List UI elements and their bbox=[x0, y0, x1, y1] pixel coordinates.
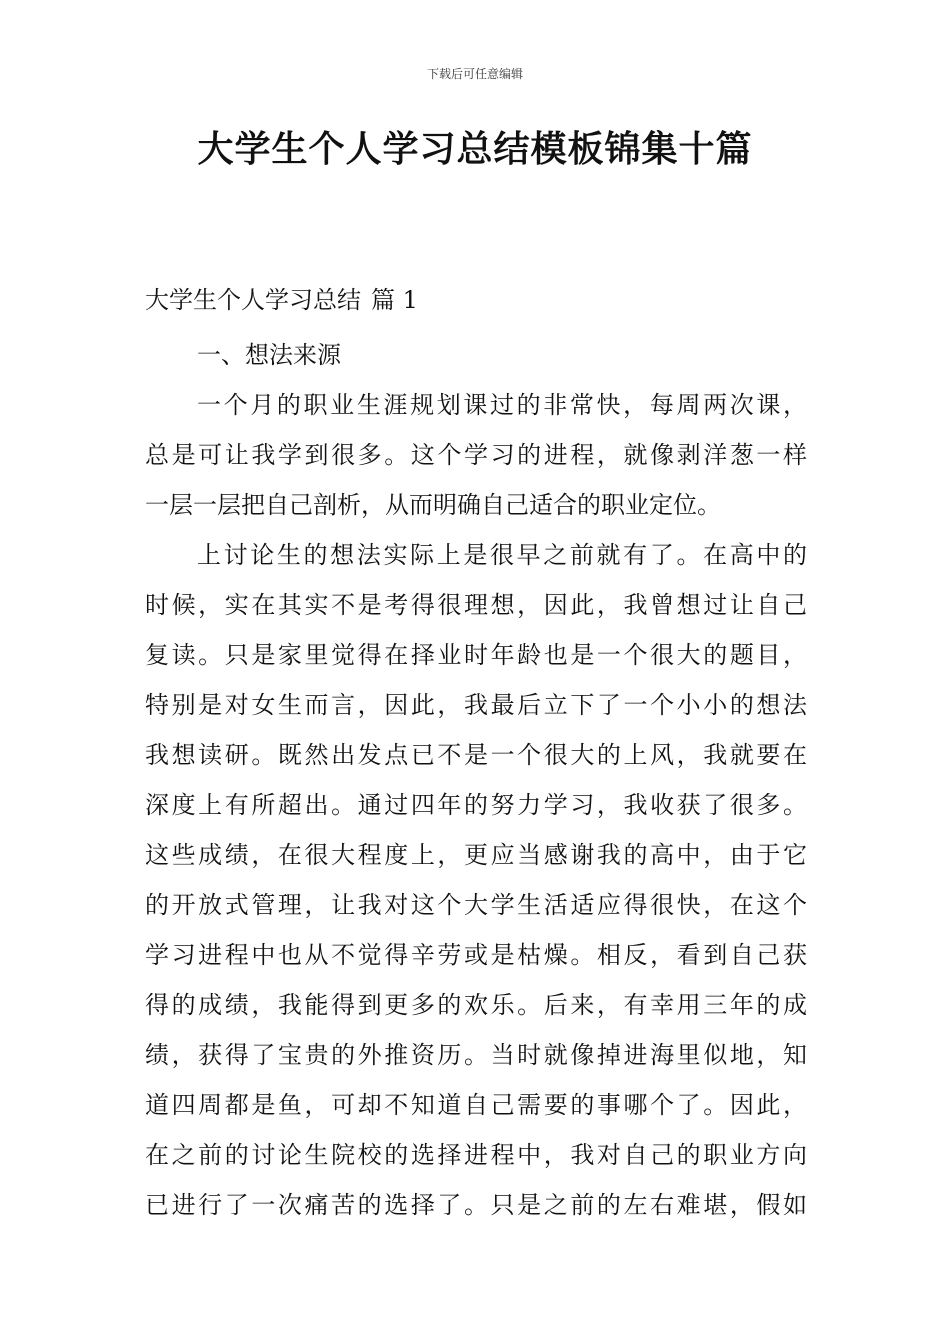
paragraph-line: 得的成绩，我能得到更多的欢乐。后来，有幸用三年的成 bbox=[145, 991, 807, 1019]
page-header-note: 下载后可任意编辑 bbox=[426, 67, 523, 81]
paragraph-line: 学习进程中也从不觉得辛劳或是枯燥。相反，看到自己获 bbox=[145, 941, 807, 969]
paragraph-line: 一层一层把自己剖析，从而明确自己适合的职业定位。 bbox=[145, 491, 721, 519]
paragraph-line: 一个月的职业生涯规划课过的非常快，每周两次课， bbox=[197, 391, 807, 419]
paragraph-line: 绩，获得了宝贵的外推资历。当时就像掉进海里似地，知 bbox=[145, 1041, 807, 1069]
paragraph-line: 在之前的讨论生院校的选择进程中，我对自己的职业方向 bbox=[145, 1141, 807, 1169]
paragraph-2 bbox=[145, 530, 807, 1230]
paragraph-line: 特别是对女生而言，因此，我最后立下了一个小小的想法 bbox=[145, 691, 807, 719]
section-number: 篇 1 bbox=[371, 286, 418, 314]
document-body bbox=[145, 330, 807, 1230]
section-heading-text: 大学生个人学习总结 bbox=[145, 286, 361, 314]
paragraph-line: 深度上有所超出。通过四年的努力学习，我收获了很多。 bbox=[145, 791, 807, 819]
paragraph-line: 的开放式管理，让我对这个大学生活适应得很快，在这个 bbox=[145, 891, 807, 919]
paragraph-line: 我想读研。既然出发点已不是一个很大的上风，我就要在 bbox=[145, 741, 807, 769]
paragraph-line: 道四周都是鱼，可却不知道自己需要的事哪个了。因此， bbox=[145, 1091, 807, 1119]
paragraph-1 bbox=[145, 380, 807, 530]
paragraph-line: 已进行了一次痛苦的选择了。只是之前的左右难堪，假如 bbox=[145, 1191, 807, 1219]
paragraph-line: 复读。只是家里觉得在择业时年龄也是一个很大的题目， bbox=[145, 641, 807, 669]
paragraph-line: 这些成绩，在很大程度上，更应当感谢我的高中，由于它 bbox=[145, 841, 807, 869]
subheading: 一、想法来源 bbox=[197, 341, 341, 369]
document-title: 大学生个人学习总结模板锦集十篇 bbox=[197, 129, 753, 170]
paragraph-line: 总是可让我学到很多。这个学习的进程，就像剥洋葱一样 bbox=[145, 441, 807, 469]
paragraph-line: 时候，实在其实不是考得很理想，因此，我曾想过让自己 bbox=[145, 591, 807, 619]
paragraph-line: 上讨论生的想法实际上是很早之前就有了。在高中的 bbox=[197, 541, 807, 569]
section-heading bbox=[145, 283, 418, 317]
